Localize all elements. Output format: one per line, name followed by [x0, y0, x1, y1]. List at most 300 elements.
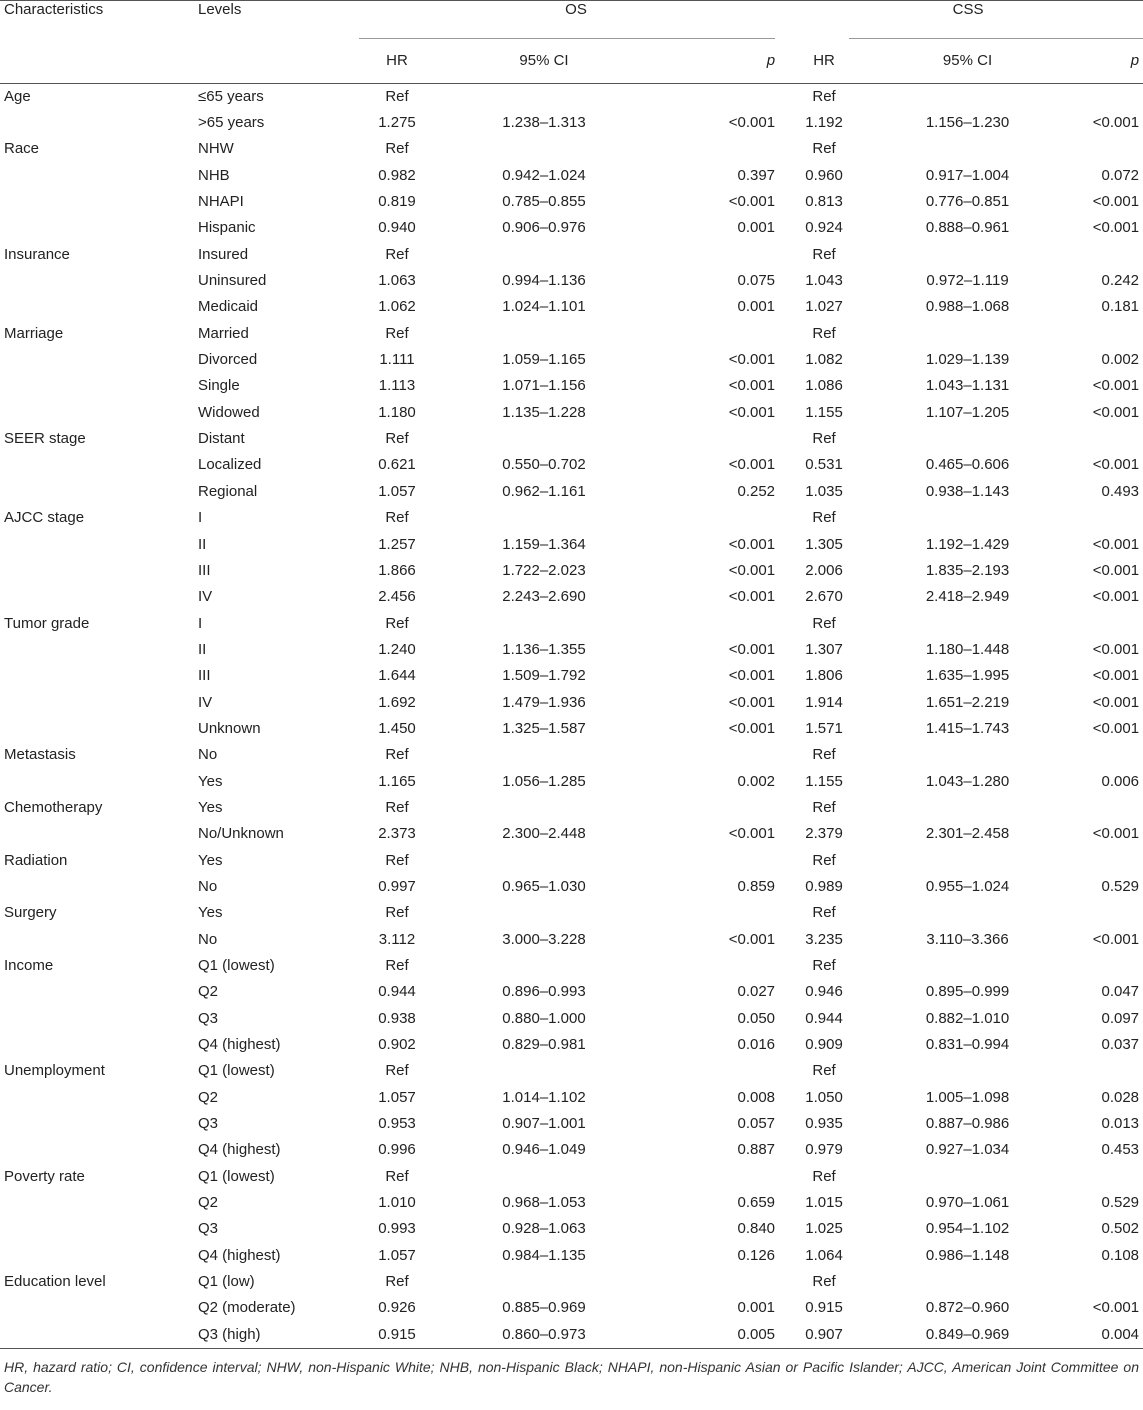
- table-row: [0, 636, 1143, 662]
- css-p-cell: [1080, 742, 1143, 768]
- characteristic-cell: [0, 1321, 196, 1347]
- os-p-cell: 0.126: [737, 1246, 776, 1264]
- level-cell: III: [198, 667, 211, 685]
- os-p-cell: <0.001: [728, 693, 776, 711]
- css-p-cell: <0.001: [1092, 719, 1140, 737]
- os-hr-cell: 0.819: [378, 193, 416, 211]
- level-cell: Unknown: [198, 719, 261, 737]
- os-hr-cell: Ref: [385, 87, 409, 105]
- characteristic-cell: Radiation: [4, 851, 68, 869]
- os-p-cell: [653, 952, 793, 978]
- characteristic-cell: [0, 531, 196, 557]
- table-row: [0, 1137, 1143, 1163]
- css-ci-cell: 0.831–0.994: [925, 1036, 1010, 1054]
- level-cell: Q3: [198, 1009, 219, 1027]
- header-empty-2: [196, 39, 359, 84]
- table-row: [0, 1216, 1143, 1242]
- css-ci-cell: 0.988–1.068: [925, 298, 1010, 316]
- table-row: [0, 452, 1143, 478]
- table-row: [0, 1242, 1143, 1268]
- os-hr-cell: 2.456: [378, 588, 416, 606]
- css-hr-cell: Ref: [812, 746, 836, 764]
- os-p-cell: 0.027: [737, 983, 776, 1001]
- level-cell: Widowed: [198, 403, 260, 421]
- os-hr-cell: 0.997: [378, 877, 416, 895]
- css-ci-cell: [855, 610, 1080, 636]
- os-p-cell: 0.002: [737, 772, 776, 790]
- css-ci-cell: 0.970–1.061: [925, 1194, 1010, 1212]
- header-os-ci: 95% CI: [435, 39, 653, 84]
- css-hr-cell: 0.531: [805, 456, 843, 474]
- os-ci-cell: [435, 83, 653, 109]
- os-ci-cell: 0.994–1.136: [502, 272, 586, 290]
- os-p-cell: 0.252: [737, 482, 776, 500]
- os-ci-cell: 0.885–0.969: [502, 1299, 586, 1317]
- css-hr-cell: Ref: [812, 1167, 836, 1185]
- css-p-cell: <0.001: [1092, 930, 1140, 948]
- characteristic-cell: [0, 399, 196, 425]
- os-hr-cell: 1.113: [378, 377, 416, 395]
- css-hr-cell: 0.979: [805, 1141, 843, 1159]
- css-hr-cell: Ref: [812, 324, 836, 342]
- characteristic-cell: [0, 1242, 196, 1268]
- os-ci-cell: 1.135–1.228: [502, 403, 586, 421]
- level-cell: ≤65 years: [198, 87, 264, 105]
- table-row: [0, 557, 1143, 583]
- css-hr-cell: 1.043: [805, 272, 843, 290]
- level-cell: NHAPI: [198, 193, 244, 211]
- characteristic-cell: Education level: [4, 1273, 106, 1291]
- os-ci-cell: 0.962–1.161: [502, 482, 586, 500]
- table-row: [0, 610, 1143, 636]
- css-p-cell: [1080, 425, 1143, 451]
- css-p-cell: 0.242: [1101, 272, 1140, 290]
- characteristic-cell: Race: [4, 140, 40, 158]
- css-ci-cell: [855, 241, 1080, 267]
- level-cell: Uninsured: [198, 272, 267, 290]
- os-hr-cell: Ref: [385, 430, 409, 448]
- css-ci-cell: [855, 900, 1080, 926]
- css-p-cell: <0.001: [1092, 1299, 1140, 1317]
- table-row: [0, 715, 1143, 741]
- table-row: [0, 425, 1143, 451]
- css-p-cell: <0.001: [1092, 403, 1140, 421]
- css-hr-cell: 1.082: [805, 351, 843, 369]
- css-hr-cell: 2.379: [805, 825, 843, 843]
- os-ci-cell: [435, 1268, 653, 1294]
- css-hr-cell: 1.050: [805, 1088, 843, 1106]
- table-row: [0, 1268, 1143, 1294]
- os-p-cell: 0.075: [737, 272, 776, 290]
- characteristic-cell: [0, 715, 196, 741]
- css-p-cell: [1080, 83, 1143, 109]
- header-css-p: p: [1080, 39, 1143, 84]
- table-row: [0, 136, 1143, 162]
- level-cell: Yes: [198, 798, 223, 816]
- os-hr-cell: 0.944: [378, 983, 416, 1001]
- css-p-cell: <0.001: [1092, 193, 1140, 211]
- os-ci-cell: 1.509–1.792: [502, 667, 586, 685]
- table-row: [0, 1321, 1143, 1347]
- table-row: [0, 83, 1143, 109]
- os-p-cell: 0.001: [737, 1299, 776, 1317]
- characteristic-cell: [0, 979, 196, 1005]
- css-hr-cell: 1.307: [805, 640, 843, 658]
- os-ci-cell: 0.896–0.993: [502, 983, 586, 1001]
- os-p-cell: 0.016: [737, 1036, 776, 1054]
- os-hr-cell: Ref: [385, 851, 409, 869]
- characteristic-cell: [0, 1216, 196, 1242]
- table-row: [0, 1031, 1143, 1057]
- os-hr-cell: 1.866: [378, 561, 416, 579]
- os-hr-cell: Ref: [385, 904, 409, 922]
- os-p-cell: 0.050: [737, 1009, 776, 1027]
- css-ci-cell: [855, 136, 1080, 162]
- table-row: [0, 900, 1143, 926]
- os-p-cell: <0.001: [728, 456, 776, 474]
- table-row: [0, 873, 1143, 899]
- characteristic-cell: [0, 1084, 196, 1110]
- os-ci-cell: [435, 610, 653, 636]
- table-row: [0, 768, 1143, 794]
- header-os-label: OS: [565, 1, 587, 18]
- level-cell: Hispanic: [198, 219, 256, 237]
- os-p-cell: [653, 320, 793, 346]
- css-hr-cell: Ref: [812, 798, 836, 816]
- header-row-sub: [0, 39, 1143, 84]
- os-ci-cell: 0.550–0.702: [502, 456, 586, 474]
- os-hr-cell: 1.057: [378, 482, 416, 500]
- characteristic-cell: Poverty rate: [4, 1167, 85, 1185]
- os-ci-cell: 1.722–2.023: [502, 561, 586, 579]
- os-hr-cell: 0.940: [378, 219, 416, 237]
- css-ci-cell: 1.651–2.219: [925, 693, 1010, 711]
- characteristic-cell: [0, 188, 196, 214]
- level-cell: II: [198, 640, 207, 658]
- css-p-cell: 0.013: [1101, 1115, 1140, 1133]
- header-characteristics: Characteristics: [4, 1, 104, 18]
- table-row: [0, 742, 1143, 768]
- css-p-cell: [1080, 900, 1143, 926]
- characteristic-cell: SEER stage: [4, 430, 86, 448]
- os-ci-cell: 1.056–1.285: [502, 772, 586, 790]
- css-hr-cell: 1.305: [805, 535, 843, 553]
- os-hr-cell: 1.165: [378, 772, 416, 790]
- os-hr-cell: 0.621: [378, 456, 416, 474]
- os-p-cell: 0.840: [737, 1220, 776, 1238]
- css-ci-cell: 1.192–1.429: [925, 535, 1010, 553]
- level-cell: IV: [198, 693, 213, 711]
- os-p-cell: 0.008: [737, 1088, 776, 1106]
- css-hr-cell: 1.035: [805, 482, 843, 500]
- os-p-cell: [653, 505, 793, 531]
- css-ci-cell: 0.955–1.024: [925, 877, 1010, 895]
- css-p-cell: <0.001: [1092, 588, 1140, 606]
- css-ci-cell: [855, 847, 1080, 873]
- css-p-cell: 0.006: [1101, 772, 1140, 790]
- css-ci-cell: 1.029–1.139: [925, 351, 1010, 369]
- css-ci-cell: [855, 1268, 1080, 1294]
- css-underline: [849, 38, 1143, 39]
- os-hr-cell: 0.993: [378, 1220, 416, 1238]
- css-ci-cell: [855, 742, 1080, 768]
- css-ci-cell: 0.887–0.986: [925, 1115, 1010, 1133]
- table-row: [0, 952, 1143, 978]
- table-row: [0, 1058, 1143, 1084]
- css-p-cell: 0.453: [1101, 1141, 1140, 1159]
- css-p-cell: 0.028: [1101, 1088, 1140, 1106]
- css-hr-cell: Ref: [812, 851, 836, 869]
- level-cell: III: [198, 561, 211, 579]
- table-row: [0, 320, 1143, 346]
- table-row: [0, 584, 1143, 610]
- os-p-cell: <0.001: [728, 351, 776, 369]
- os-ci-cell: 2.300–2.448: [502, 825, 586, 843]
- characteristic-cell: [0, 636, 196, 662]
- level-cell: Q4 (highest): [198, 1036, 281, 1054]
- table-body: [0, 83, 1143, 1348]
- level-cell: Q2 (moderate): [198, 1299, 296, 1317]
- table-row: [0, 373, 1143, 399]
- os-hr-cell: 0.953: [378, 1115, 416, 1133]
- css-p-cell: 0.004: [1101, 1325, 1140, 1343]
- os-ci-cell: 1.136–1.355: [502, 640, 586, 658]
- css-ci-cell: 0.972–1.119: [926, 272, 1009, 290]
- os-p-cell: <0.001: [728, 640, 776, 658]
- os-ci-cell: 0.928–1.063: [502, 1220, 586, 1238]
- level-cell: Insured: [198, 245, 249, 263]
- os-p-cell: [653, 900, 793, 926]
- os-ci-cell: 0.860–0.973: [502, 1325, 586, 1343]
- table-row: [0, 505, 1143, 531]
- level-cell: Single: [198, 377, 240, 395]
- os-p-cell: <0.001: [728, 667, 776, 685]
- css-ci-cell: 0.986–1.148: [925, 1246, 1010, 1264]
- os-p-cell: [653, 1163, 793, 1189]
- os-p-cell: [653, 83, 793, 109]
- os-hr-cell: Ref: [385, 1062, 409, 1080]
- css-hr-cell: Ref: [812, 140, 836, 158]
- os-ci-cell: 0.984–1.135: [502, 1246, 586, 1264]
- level-cell: Q3: [198, 1115, 219, 1133]
- table-footnote: HR, hazard ratio; CI, confidence interval; NHW, non-Hispanic White; NHB, non-Hispanic Black; NHAPI, non-Hispanic Asian or Pacific Islander; AJCC, American Joint Committee on Cancer.: [4, 1358, 1139, 1395]
- css-hr-cell: 0.946: [805, 983, 843, 1001]
- css-p-cell: <0.001: [1092, 456, 1140, 474]
- os-p-cell: <0.001: [728, 588, 776, 606]
- table-row: [0, 294, 1143, 320]
- level-cell: Yes: [198, 772, 223, 790]
- level-cell: Q1 (lowest): [198, 1167, 275, 1185]
- css-hr-cell: 2.670: [805, 588, 843, 606]
- os-hr-cell: 0.902: [378, 1036, 416, 1054]
- level-cell: NHW: [198, 140, 234, 158]
- css-ci-cell: 0.954–1.102: [925, 1220, 1010, 1238]
- css-hr-cell: Ref: [812, 430, 836, 448]
- css-ci-cell: 2.301–2.458: [925, 825, 1010, 843]
- characteristic-cell: [0, 267, 196, 293]
- css-hr-cell: Ref: [812, 1062, 836, 1080]
- table-row: [0, 821, 1143, 847]
- os-ci-cell: 1.014–1.102: [502, 1088, 586, 1106]
- os-p-cell: [653, 794, 793, 820]
- css-p-cell: 0.047: [1101, 983, 1140, 1001]
- table-row: [0, 478, 1143, 504]
- css-hr-cell: 1.086: [805, 377, 843, 395]
- css-ci-cell: 0.849–0.969: [925, 1325, 1010, 1343]
- level-cell: Married: [198, 324, 249, 342]
- os-ci-cell: [435, 241, 653, 267]
- css-ci-cell: 1.156–1.230: [925, 114, 1010, 132]
- os-p-cell: [653, 742, 793, 768]
- css-hr-cell: 1.015: [805, 1194, 843, 1212]
- characteristic-cell: [0, 768, 196, 794]
- os-ci-cell: 0.785–0.855: [502, 193, 586, 211]
- characteristic-cell: Metastasis: [4, 746, 76, 764]
- os-ci-cell: 0.946–1.049: [502, 1141, 586, 1159]
- css-hr-cell: 0.944: [805, 1009, 843, 1027]
- characteristic-cell: [0, 557, 196, 583]
- header-css-hr: HR: [793, 39, 855, 84]
- level-cell: Q2: [198, 1088, 219, 1106]
- css-ci-cell: 1.180–1.448: [925, 640, 1010, 658]
- level-cell: Localized: [198, 456, 262, 474]
- os-hr-cell: 2.373: [378, 825, 416, 843]
- css-hr-cell: 1.025: [805, 1220, 843, 1238]
- css-p-cell: [1080, 1058, 1143, 1084]
- characteristic-cell: [0, 109, 196, 135]
- os-hr-cell: Ref: [385, 746, 409, 764]
- table-row: [0, 663, 1143, 689]
- os-hr-cell: 1.180: [378, 403, 416, 421]
- characteristic-cell: Tumor grade: [4, 614, 90, 632]
- table-row: [0, 1189, 1143, 1215]
- characteristic-cell: [0, 1110, 196, 1136]
- table-row: [0, 1295, 1143, 1321]
- characteristic-cell: Unemployment: [4, 1062, 105, 1080]
- css-p-cell: [1080, 1163, 1143, 1189]
- header-empty-1: [0, 39, 196, 84]
- characteristic-cell: [0, 663, 196, 689]
- css-hr-cell: 2.006: [805, 561, 843, 579]
- css-p-cell: <0.001: [1092, 535, 1140, 553]
- table-row: [0, 1084, 1143, 1110]
- css-p-cell: [1080, 794, 1143, 820]
- characteristic-cell: Income: [4, 957, 54, 975]
- table-row: [0, 162, 1143, 188]
- table-row: [0, 346, 1143, 372]
- os-p-cell: 0.001: [737, 298, 776, 316]
- characteristic-cell: Age: [4, 87, 31, 105]
- table-row: [0, 794, 1143, 820]
- os-hr-cell: 1.257: [378, 535, 416, 553]
- css-p-cell: <0.001: [1092, 667, 1140, 685]
- level-cell: I: [198, 614, 203, 632]
- os-ci-cell: [435, 794, 653, 820]
- os-hr-cell: 3.112: [378, 930, 416, 948]
- os-hr-cell: 1.057: [378, 1246, 416, 1264]
- os-p-cell: <0.001: [728, 535, 776, 553]
- css-p-cell: 0.097: [1101, 1009, 1140, 1027]
- os-ci-cell: 1.059–1.165: [502, 351, 586, 369]
- os-p-cell: 0.397: [737, 166, 776, 184]
- css-ci-cell: 1.043–1.131: [925, 377, 1010, 395]
- os-hr-cell: 1.275: [378, 114, 416, 132]
- table-row: [0, 926, 1143, 952]
- level-cell: Q1 (lowest): [198, 1062, 275, 1080]
- characteristic-cell: Chemotherapy: [4, 798, 103, 816]
- table-row: [0, 267, 1143, 293]
- css-hr-cell: Ref: [812, 614, 836, 632]
- header-levels: Levels: [198, 1, 242, 18]
- css-hr-cell: 0.935: [805, 1115, 843, 1133]
- css-ci-cell: [855, 505, 1080, 531]
- level-cell: Yes: [198, 851, 223, 869]
- os-ci-cell: [435, 1058, 653, 1084]
- os-hr-cell: Ref: [385, 614, 409, 632]
- css-p-cell: 0.181: [1101, 298, 1140, 316]
- css-ci-cell: 0.872–0.960: [925, 1299, 1010, 1317]
- level-cell: >65 years: [198, 114, 265, 132]
- os-ci-cell: 0.968–1.053: [502, 1194, 586, 1212]
- os-p-cell: 0.057: [737, 1115, 776, 1133]
- characteristic-cell: [0, 821, 196, 847]
- os-p-cell: 0.887: [737, 1141, 776, 1159]
- css-p-cell: 0.502: [1101, 1220, 1140, 1238]
- css-ci-cell: [855, 1163, 1080, 1189]
- os-ci-cell: 0.942–1.024: [502, 166, 586, 184]
- os-hr-cell: 1.063: [378, 272, 416, 290]
- os-p-cell: [653, 1058, 793, 1084]
- css-p-cell: [1080, 136, 1143, 162]
- css-ci-cell: 0.888–0.961: [925, 219, 1010, 237]
- css-p-cell: [1080, 847, 1143, 873]
- os-ci-cell: [435, 320, 653, 346]
- os-ci-cell: [435, 952, 653, 978]
- characteristic-cell: [0, 689, 196, 715]
- os-p-cell: 0.005: [737, 1325, 776, 1343]
- os-hr-cell: Ref: [385, 245, 409, 263]
- css-hr-cell: 3.235: [805, 930, 843, 948]
- os-p-cell: 0.659: [737, 1194, 776, 1212]
- css-hr-cell: 1.806: [805, 667, 843, 685]
- level-cell: Divorced: [198, 351, 258, 369]
- level-cell: Yes: [198, 904, 223, 922]
- table-row: [0, 689, 1143, 715]
- os-ci-cell: 1.479–1.936: [502, 693, 586, 711]
- css-p-cell: [1080, 505, 1143, 531]
- os-ci-cell: [435, 847, 653, 873]
- header-row-top: [0, 1, 1143, 39]
- os-underline: [359, 38, 775, 39]
- level-cell: No: [198, 746, 218, 764]
- os-hr-cell: 1.010: [378, 1194, 416, 1212]
- characteristic-cell: Surgery: [4, 904, 57, 922]
- css-p-cell: [1080, 320, 1143, 346]
- os-hr-cell: Ref: [385, 509, 409, 527]
- css-hr-cell: 0.907: [805, 1325, 843, 1343]
- os-ci-cell: 1.071–1.156: [502, 377, 586, 395]
- css-p-cell: <0.001: [1092, 693, 1140, 711]
- css-p-cell: [1080, 241, 1143, 267]
- os-ci-cell: 0.829–0.981: [502, 1036, 586, 1054]
- css-hr-cell: 0.960: [805, 166, 843, 184]
- os-hr-cell: Ref: [385, 1167, 409, 1185]
- header-os: [359, 1, 793, 39]
- header-css-ci: 95% CI: [855, 39, 1080, 84]
- os-hr-cell: Ref: [385, 1273, 409, 1291]
- os-hr-cell: Ref: [385, 957, 409, 975]
- os-ci-cell: [435, 505, 653, 531]
